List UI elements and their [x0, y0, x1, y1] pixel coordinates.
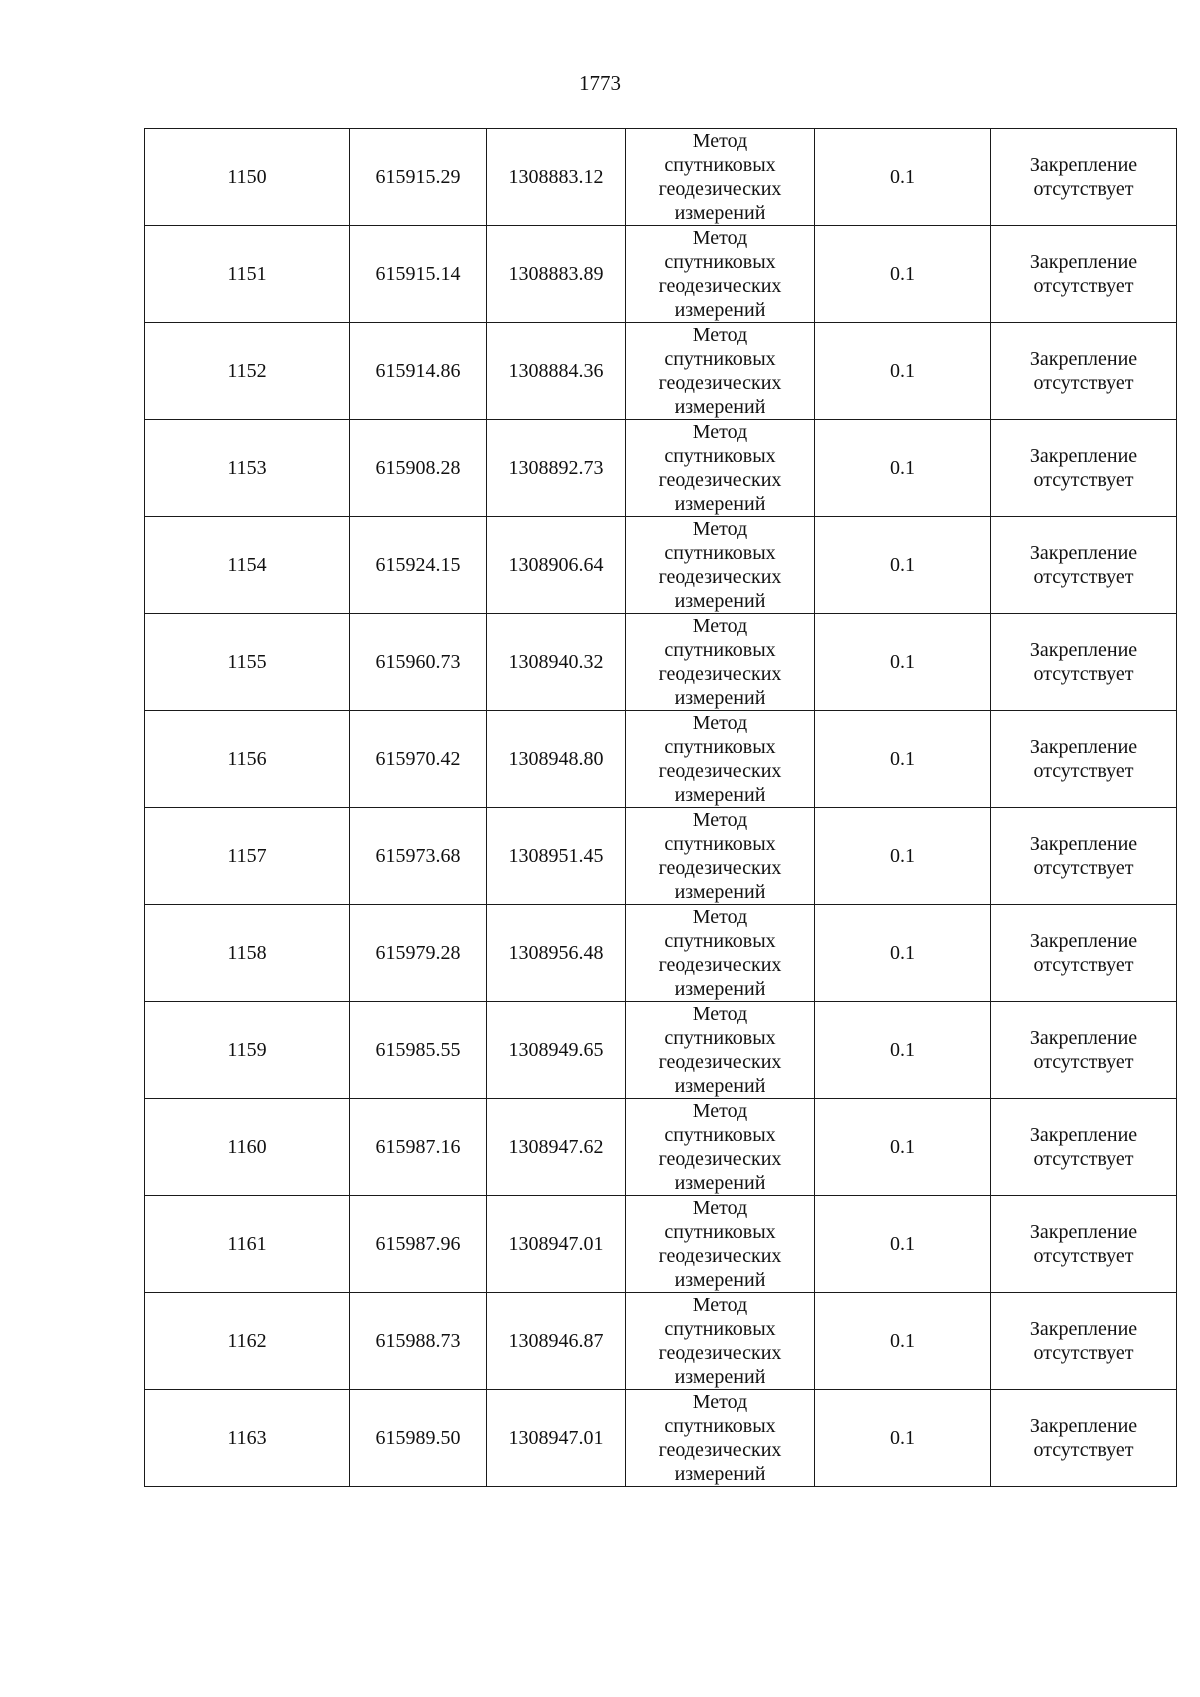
method-cell-line: геодезических: [658, 275, 782, 297]
fixing-cell-line: отсутствует: [1033, 1439, 1134, 1461]
fixing-cell: [991, 323, 1177, 420]
method-cell-line: Метод: [692, 227, 748, 249]
method-cell-line: геодезических: [658, 469, 782, 491]
method-cell-line: измерений: [674, 396, 766, 418]
method-cell-line: спутниковых: [664, 542, 776, 564]
method-cell: [626, 420, 815, 517]
fixing-cell-line: Закрепление: [1029, 1027, 1138, 1049]
method-cell-line: Метод: [692, 1197, 748, 1219]
fixing-cell-line: отсутствует: [1033, 1051, 1134, 1073]
y-coordinate-cell: 1308883.89: [487, 226, 626, 323]
table-row: [145, 711, 1177, 808]
fixing-cell-line: Закрепление: [1029, 1415, 1138, 1437]
table-row: [145, 517, 1177, 614]
x-coordinate-cell: 615989.50: [350, 1390, 487, 1487]
accuracy-cell: 0.1: [815, 711, 991, 808]
method-cell-line: Метод: [692, 809, 748, 831]
method-cell-line: геодезических: [658, 178, 782, 200]
fixing-cell-line: Закрепление: [1029, 542, 1138, 564]
y-coordinate-cell: 1308892.73: [487, 420, 626, 517]
method-cell-line: геодезических: [658, 663, 782, 685]
y-coordinate-cell: 1308949.65: [487, 1002, 626, 1099]
page-number: 1773: [579, 71, 621, 95]
fixing-cell: [991, 226, 1177, 323]
point-number-cell: 1154: [145, 517, 350, 614]
method-cell-line: геодезических: [658, 1342, 782, 1364]
method-cell-line: спутниковых: [664, 639, 776, 661]
table-row: [145, 323, 1177, 420]
method-cell: [626, 129, 815, 226]
fixing-cell: [991, 517, 1177, 614]
fixing-cell-line: отсутствует: [1033, 857, 1134, 879]
y-coordinate-cell: 1308883.12: [487, 129, 626, 226]
accuracy-cell: 0.1: [815, 517, 991, 614]
fixing-cell-line: отсутствует: [1033, 1148, 1134, 1170]
fixing-cell: [991, 1002, 1177, 1099]
point-number-cell: 1161: [145, 1196, 350, 1293]
y-coordinate-cell: 1308947.01: [487, 1390, 626, 1487]
y-coordinate-cell: 1308951.45: [487, 808, 626, 905]
method-cell-line: спутниковых: [664, 348, 776, 370]
method-cell-line: спутниковых: [664, 1318, 776, 1340]
table-body: [145, 129, 1177, 1487]
x-coordinate-cell: 615914.86: [350, 323, 487, 420]
method-cell-line: Метод: [692, 324, 748, 346]
fixing-cell-line: Закрепление: [1029, 445, 1138, 467]
table-row: [145, 905, 1177, 1002]
fixing-cell-line: Закрепление: [1029, 639, 1138, 661]
method-cell-line: геодезических: [658, 760, 782, 782]
method-cell-line: измерений: [674, 590, 766, 612]
x-coordinate-cell: 615970.42: [350, 711, 487, 808]
point-number-cell: 1153: [145, 420, 350, 517]
method-cell-line: спутниковых: [664, 736, 776, 758]
fixing-cell-line: Закрепление: [1029, 1124, 1138, 1146]
method-cell-line: измерений: [674, 687, 766, 709]
fixing-cell-line: отсутствует: [1033, 566, 1134, 588]
y-coordinate-cell: 1308906.64: [487, 517, 626, 614]
method-cell-line: Метод: [692, 421, 748, 443]
accuracy-cell: 0.1: [815, 323, 991, 420]
fixing-cell: [991, 129, 1177, 226]
fixing-cell-line: Закрепление: [1029, 251, 1138, 273]
method-cell-line: Метод: [692, 712, 748, 734]
method-cell: [626, 808, 815, 905]
method-cell-line: спутниковых: [664, 1027, 776, 1049]
table-row: [145, 1002, 1177, 1099]
point-number-cell: 1157: [145, 808, 350, 905]
table-row: [145, 1196, 1177, 1293]
method-cell: [626, 323, 815, 420]
method-cell-line: измерений: [674, 1172, 766, 1194]
method-cell-line: измерений: [674, 784, 766, 806]
method-cell-line: измерений: [674, 881, 766, 903]
method-cell-line: измерений: [674, 1075, 766, 1097]
table-row: [145, 226, 1177, 323]
x-coordinate-cell: 615988.73: [350, 1293, 487, 1390]
method-cell-line: геодезических: [658, 1245, 782, 1267]
method-cell-line: геодезических: [658, 1051, 782, 1073]
fixing-cell: [991, 905, 1177, 1002]
fixing-cell-line: Закрепление: [1029, 1318, 1138, 1340]
accuracy-cell: 0.1: [815, 808, 991, 905]
point-number-cell: 1150: [145, 129, 350, 226]
fixing-cell-line: Закрепление: [1029, 833, 1138, 855]
method-cell-line: Метод: [692, 1003, 748, 1025]
point-number-cell: 1156: [145, 711, 350, 808]
x-coordinate-cell: 615915.29: [350, 129, 487, 226]
x-coordinate-cell: 615924.15: [350, 517, 487, 614]
method-cell: [626, 1390, 815, 1487]
method-cell: [626, 1099, 815, 1196]
method-cell-line: Метод: [692, 1391, 748, 1413]
method-cell-line: геодезических: [658, 857, 782, 879]
point-number-cell: 1160: [145, 1099, 350, 1196]
table-row: [145, 614, 1177, 711]
y-coordinate-cell: 1308947.01: [487, 1196, 626, 1293]
method-cell-line: Метод: [692, 906, 748, 928]
method-cell-line: Метод: [692, 1294, 748, 1316]
method-cell: [626, 614, 815, 711]
accuracy-cell: 0.1: [815, 226, 991, 323]
table-row: [145, 808, 1177, 905]
fixing-cell: [991, 614, 1177, 711]
method-cell-line: спутниковых: [664, 251, 776, 273]
method-cell-line: спутниковых: [664, 445, 776, 467]
x-coordinate-cell: 615915.14: [350, 226, 487, 323]
fixing-cell: [991, 1293, 1177, 1390]
table-row: [145, 1099, 1177, 1196]
x-coordinate-cell: 615987.16: [350, 1099, 487, 1196]
point-number-cell: 1155: [145, 614, 350, 711]
accuracy-cell: 0.1: [815, 1002, 991, 1099]
point-number-cell: 1162: [145, 1293, 350, 1390]
method-cell-line: измерений: [674, 202, 766, 224]
x-coordinate-cell: 615908.28: [350, 420, 487, 517]
method-cell-line: спутниковых: [664, 833, 776, 855]
accuracy-cell: 0.1: [815, 1196, 991, 1293]
fixing-cell-line: отсутствует: [1033, 954, 1134, 976]
point-number-cell: 1158: [145, 905, 350, 1002]
fixing-cell: [991, 420, 1177, 517]
method-cell: [626, 1002, 815, 1099]
x-coordinate-cell: 615987.96: [350, 1196, 487, 1293]
point-number-cell: 1163: [145, 1390, 350, 1487]
method-cell: [626, 711, 815, 808]
accuracy-cell: 0.1: [815, 1390, 991, 1487]
method-cell-line: Метод: [692, 615, 748, 637]
accuracy-cell: 0.1: [815, 1099, 991, 1196]
accuracy-cell: 0.1: [815, 1293, 991, 1390]
y-coordinate-cell: 1308948.80: [487, 711, 626, 808]
method-cell-line: геодезических: [658, 1148, 782, 1170]
method-cell-line: спутниковых: [664, 930, 776, 952]
method-cell-line: спутниковых: [664, 154, 776, 176]
fixing-cell-line: отсутствует: [1033, 372, 1134, 394]
y-coordinate-cell: 1308884.36: [487, 323, 626, 420]
fixing-cell-line: Закрепление: [1029, 1221, 1138, 1243]
fixing-cell-line: Закрепление: [1029, 348, 1138, 370]
table-row: [145, 1293, 1177, 1390]
y-coordinate-cell: 1308956.48: [487, 905, 626, 1002]
x-coordinate-cell: 615960.73: [350, 614, 487, 711]
method-cell-line: измерений: [674, 493, 766, 515]
fixing-cell-line: отсутствует: [1033, 275, 1134, 297]
coordinates-table: [144, 128, 1177, 1487]
table-row: [145, 1390, 1177, 1487]
method-cell-line: геодезических: [658, 372, 782, 394]
point-number-cell: 1159: [145, 1002, 350, 1099]
fixing-cell-line: Закрепление: [1029, 154, 1138, 176]
method-cell-line: геодезических: [658, 1439, 782, 1461]
method-cell: [626, 226, 815, 323]
method-cell-line: измерений: [674, 1463, 766, 1485]
table-row: [145, 420, 1177, 517]
fixing-cell-line: отсутствует: [1033, 178, 1134, 200]
method-cell: [626, 1293, 815, 1390]
method-cell-line: измерений: [674, 1269, 766, 1291]
fixing-cell-line: отсутствует: [1033, 1245, 1134, 1267]
fixing-cell: [991, 711, 1177, 808]
y-coordinate-cell: 1308946.87: [487, 1293, 626, 1390]
x-coordinate-cell: 615979.28: [350, 905, 487, 1002]
x-coordinate-cell: 615973.68: [350, 808, 487, 905]
fixing-cell: [991, 1196, 1177, 1293]
method-cell: [626, 1196, 815, 1293]
accuracy-cell: 0.1: [815, 129, 991, 226]
fixing-cell-line: отсутствует: [1033, 760, 1134, 782]
accuracy-cell: 0.1: [815, 420, 991, 517]
method-cell: [626, 905, 815, 1002]
point-number-cell: 1151: [145, 226, 350, 323]
method-cell-line: геодезических: [658, 954, 782, 976]
method-cell-line: измерений: [674, 1366, 766, 1388]
x-coordinate-cell: 615985.55: [350, 1002, 487, 1099]
accuracy-cell: 0.1: [815, 614, 991, 711]
fixing-cell-line: отсутствует: [1033, 663, 1134, 685]
accuracy-cell: 0.1: [815, 905, 991, 1002]
fixing-cell-line: Закрепление: [1029, 736, 1138, 758]
method-cell-line: измерений: [674, 978, 766, 1000]
y-coordinate-cell: 1308947.62: [487, 1099, 626, 1196]
method-cell-line: геодезических: [658, 566, 782, 588]
fixing-cell-line: отсутствует: [1033, 469, 1134, 491]
fixing-cell-line: Закрепление: [1029, 930, 1138, 952]
method-cell-line: спутниковых: [664, 1415, 776, 1437]
method-cell-line: измерений: [674, 299, 766, 321]
table-row: [145, 129, 1177, 226]
fixing-cell: [991, 1390, 1177, 1487]
point-number-cell: 1152: [145, 323, 350, 420]
method-cell-line: Метод: [692, 1100, 748, 1122]
method-cell-line: спутниковых: [664, 1124, 776, 1146]
fixing-cell: [991, 1099, 1177, 1196]
method-cell-line: спутниковых: [664, 1221, 776, 1243]
fixing-cell-line: отсутствует: [1033, 1342, 1134, 1364]
method-cell: [626, 517, 815, 614]
method-cell-line: Метод: [692, 130, 748, 152]
fixing-cell: [991, 808, 1177, 905]
y-coordinate-cell: 1308940.32: [487, 614, 626, 711]
method-cell-line: Метод: [692, 518, 748, 540]
